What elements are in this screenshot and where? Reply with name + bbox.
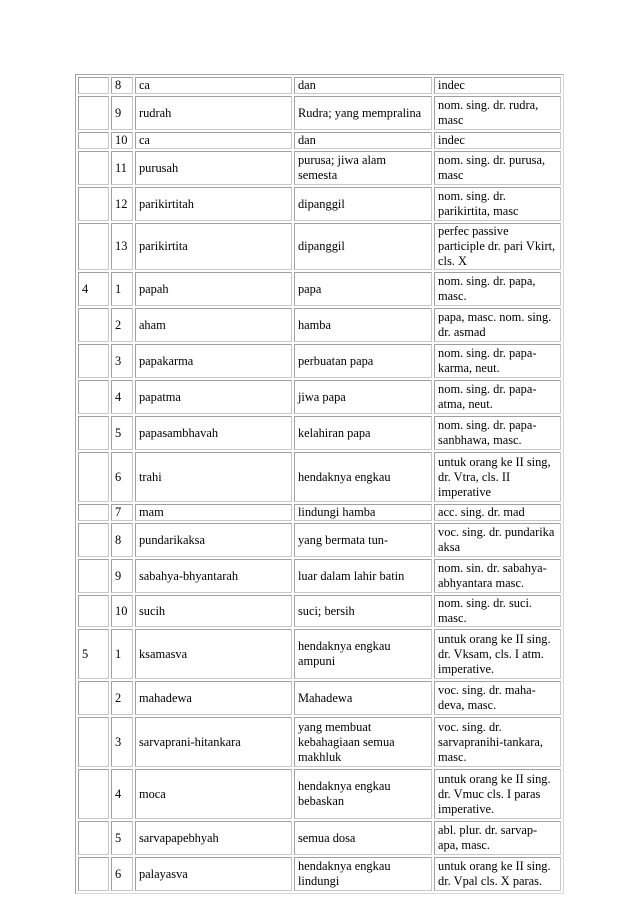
group-number-cell <box>78 187 109 221</box>
group-number-cell <box>78 151 109 185</box>
group-number-cell <box>78 681 109 715</box>
meaning-cell: yang membuat kebahagiaan semua makhluk <box>294 717 432 767</box>
table-row <box>78 821 561 855</box>
sanskrit-word-cell: sucih <box>135 595 292 627</box>
sanskrit-word-cell: ksamasva <box>135 629 292 679</box>
table-row <box>78 380 561 414</box>
item-number-cell: 2 <box>111 308 133 342</box>
grammar-cell: indec <box>434 132 561 149</box>
item-number-cell: 8 <box>111 523 133 557</box>
group-number-cell <box>78 769 109 819</box>
grammar-cell: papa, masc. nom. sing. dr. asmad <box>434 308 561 342</box>
item-number-cell: 12 <box>111 187 133 221</box>
group-number-cell <box>78 132 109 149</box>
group-number-cell <box>78 416 109 450</box>
vocabulary-table-body <box>78 77 561 891</box>
sanskrit-word-cell: papasambhavah <box>135 416 292 450</box>
table-row <box>78 77 561 94</box>
table-row <box>78 857 561 891</box>
meaning-cell: dipanggil <box>294 187 432 221</box>
table-row <box>78 769 561 819</box>
group-number-cell <box>78 717 109 767</box>
item-number-cell: 10 <box>111 132 133 149</box>
sanskrit-word-cell: rudrah <box>135 96 292 130</box>
group-number-cell <box>78 77 109 94</box>
meaning-cell: hamba <box>294 308 432 342</box>
grammar-cell: abl. plur. dr. sarvap-apa, masc. <box>434 821 561 855</box>
sanskrit-word-cell: moca <box>135 769 292 819</box>
table-row <box>78 559 561 593</box>
grammar-cell: nom. sing. dr. rudra, masc <box>434 96 561 130</box>
grammar-cell: voc. sing. dr. sarvapranihi-tankara, masc. <box>434 717 561 767</box>
item-number-cell: 11 <box>111 151 133 185</box>
sanskrit-word-cell: papah <box>135 272 292 306</box>
table-row <box>78 681 561 715</box>
grammar-cell: indec <box>434 77 561 94</box>
grammar-cell: nom. sing. dr. parikirtita, masc <box>434 187 561 221</box>
sanskrit-word-cell: parikirtita <box>135 223 292 270</box>
table-row <box>78 151 561 185</box>
grammar-cell: voc. sing. dr. pundarika aksa <box>434 523 561 557</box>
meaning-cell: Rudra; yang mempralina <box>294 96 432 130</box>
item-number-cell: 1 <box>111 629 133 679</box>
sanskrit-word-cell: palayasva <box>135 857 292 891</box>
table-row <box>78 452 561 502</box>
group-number-cell: 4 <box>78 272 109 306</box>
grammar-cell: nom. sin. dr. sabahya-abhyantara masc. <box>434 559 561 593</box>
sanskrit-word-cell: papatma <box>135 380 292 414</box>
table-row <box>78 272 561 306</box>
sanskrit-word-cell: papakarma <box>135 344 292 378</box>
table-row <box>78 629 561 679</box>
meaning-cell: purusa; jiwa alam semesta <box>294 151 432 185</box>
grammar-cell: nom. sing. dr. papa-atma, neut. <box>434 380 561 414</box>
meaning-cell: hendaknya engkau <box>294 452 432 502</box>
table-row <box>78 344 561 378</box>
table-row <box>78 523 561 557</box>
meaning-cell: papa <box>294 272 432 306</box>
group-number-cell <box>78 380 109 414</box>
meaning-cell: dan <box>294 132 432 149</box>
grammar-cell: voc. sing. dr. maha-deva, masc. <box>434 681 561 715</box>
grammar-cell: untuk orang ke II sing, dr. Vtra, cls. II imperative <box>434 452 561 502</box>
vocabulary-table <box>75 74 564 894</box>
sanskrit-word-cell: sabahya-bhyantarah <box>135 559 292 593</box>
table-row <box>78 187 561 221</box>
grammar-cell: nom. sing. dr. papa-sanbhawa, masc. <box>434 416 561 450</box>
meaning-cell: semua dosa <box>294 821 432 855</box>
group-number-cell: 5 <box>78 629 109 679</box>
group-number-cell <box>78 857 109 891</box>
item-number-cell: 9 <box>111 96 133 130</box>
item-number-cell: 3 <box>111 344 133 378</box>
meaning-cell: luar dalam lahir batin <box>294 559 432 593</box>
grammar-cell: untuk orang ke II sing. dr. Vpal cls. X paras. <box>434 857 561 891</box>
table-row <box>78 416 561 450</box>
meaning-cell: dan <box>294 77 432 94</box>
group-number-cell <box>78 308 109 342</box>
item-number-cell: 6 <box>111 857 133 891</box>
item-number-cell: 1 <box>111 272 133 306</box>
grammar-cell: nom. sing. dr. purusa, masc <box>434 151 561 185</box>
group-number-cell <box>78 452 109 502</box>
meaning-cell: hendaknya engkau ampuni <box>294 629 432 679</box>
sanskrit-word-cell: ca <box>135 132 292 149</box>
group-number-cell <box>78 523 109 557</box>
group-number-cell <box>78 223 109 270</box>
item-number-cell: 10 <box>111 595 133 627</box>
sanskrit-word-cell: mam <box>135 504 292 521</box>
grammar-cell: perfec passive participle dr. pari Vkirt, cls. X <box>434 223 561 270</box>
table-row <box>78 308 561 342</box>
item-number-cell: 2 <box>111 681 133 715</box>
sanskrit-word-cell: parikirtitah <box>135 187 292 221</box>
item-number-cell: 5 <box>111 416 133 450</box>
group-number-cell <box>78 504 109 521</box>
meaning-cell: hendaknya engkau lindungi <box>294 857 432 891</box>
grammar-cell: nom. sing. dr. suci. masc. <box>434 595 561 627</box>
group-number-cell <box>78 559 109 593</box>
table-row <box>78 132 561 149</box>
grammar-cell: nom. sing. dr. papa-karma, neut. <box>434 344 561 378</box>
item-number-cell: 4 <box>111 380 133 414</box>
meaning-cell: dipanggil <box>294 223 432 270</box>
item-number-cell: 4 <box>111 769 133 819</box>
meaning-cell: lindungi hamba <box>294 504 432 521</box>
meaning-cell: hendaknya engkau bebaskan <box>294 769 432 819</box>
sanskrit-word-cell: purusah <box>135 151 292 185</box>
sanskrit-word-cell: trahi <box>135 452 292 502</box>
group-number-cell <box>78 595 109 627</box>
group-number-cell <box>78 821 109 855</box>
sanskrit-word-cell: ca <box>135 77 292 94</box>
item-number-cell: 3 <box>111 717 133 767</box>
meaning-cell: Mahadewa <box>294 681 432 715</box>
item-number-cell: 7 <box>111 504 133 521</box>
group-number-cell <box>78 344 109 378</box>
table-row <box>78 96 561 130</box>
sanskrit-word-cell: sarvapapebhyah <box>135 821 292 855</box>
table-row <box>78 595 561 627</box>
grammar-cell: untuk orang ke II sing. dr. Vmuc cls. I paras imperative. <box>434 769 561 819</box>
item-number-cell: 13 <box>111 223 133 270</box>
meaning-cell: kelahiran papa <box>294 416 432 450</box>
sanskrit-word-cell: mahadewa <box>135 681 292 715</box>
table-row <box>78 717 561 767</box>
sanskrit-word-cell: pundarikaksa <box>135 523 292 557</box>
item-number-cell: 5 <box>111 821 133 855</box>
table-row <box>78 504 561 521</box>
grammar-cell: acc. sing. dr. mad <box>434 504 561 521</box>
item-number-cell: 6 <box>111 452 133 502</box>
item-number-cell: 8 <box>111 77 133 94</box>
meaning-cell: jiwa papa <box>294 380 432 414</box>
grammar-cell: nom. sing. dr. papa, masc. <box>434 272 561 306</box>
grammar-cell: untuk orang ke II sing. dr. Vksam, cls. I atm. imperative. <box>434 629 561 679</box>
sanskrit-word-cell: sarvaprani-hitankara <box>135 717 292 767</box>
table-row <box>78 223 561 270</box>
item-number-cell: 9 <box>111 559 133 593</box>
group-number-cell <box>78 96 109 130</box>
meaning-cell: suci; bersih <box>294 595 432 627</box>
meaning-cell: yang bermata tun- <box>294 523 432 557</box>
meaning-cell: perbuatan papa <box>294 344 432 378</box>
sanskrit-word-cell: aham <box>135 308 292 342</box>
